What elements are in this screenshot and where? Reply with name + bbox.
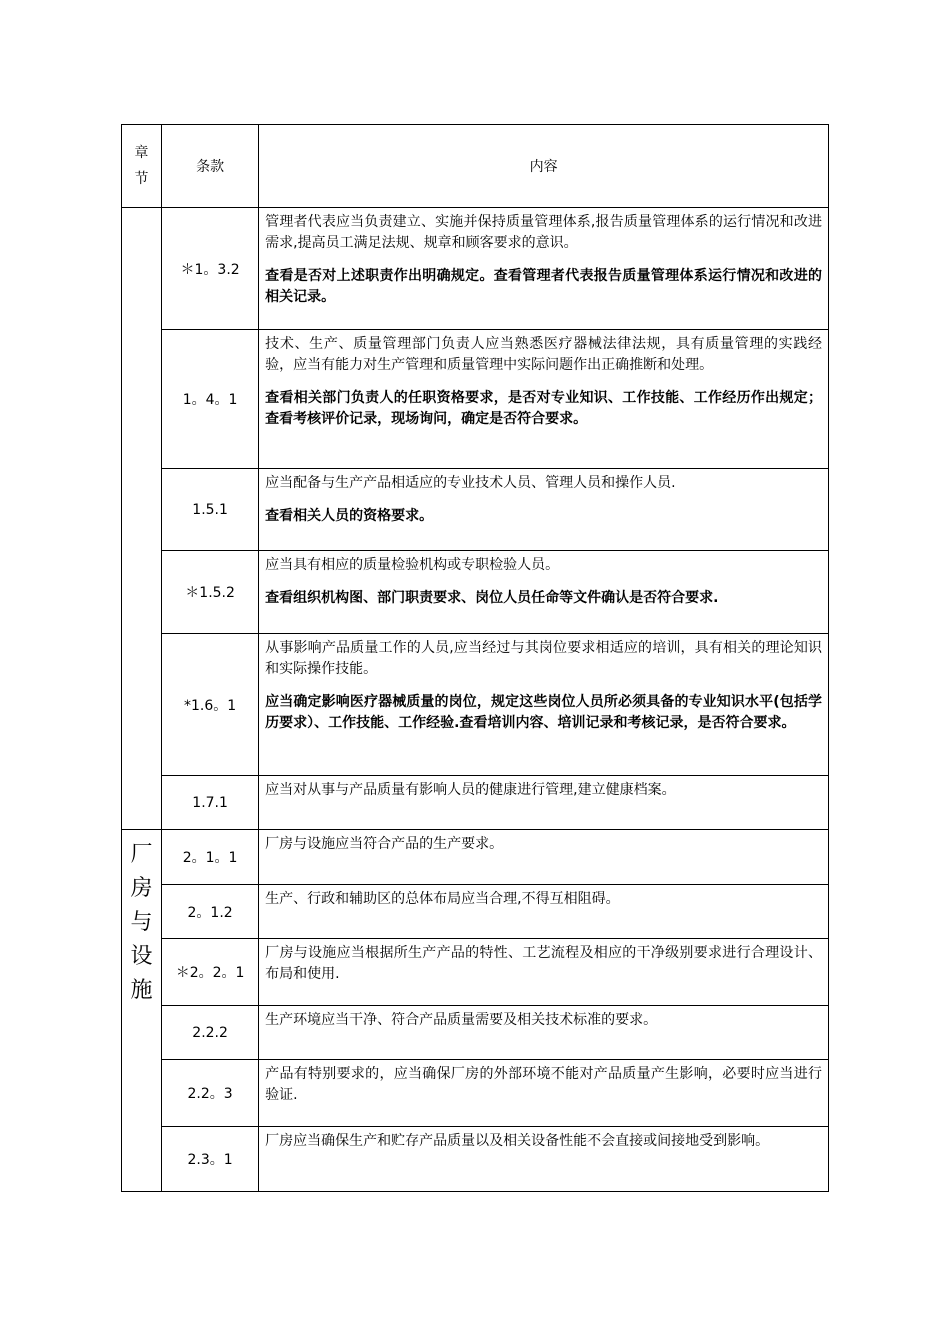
requirement-text: 应当具有相应的质量检验机构或专职检验人员。 (265, 557, 560, 573)
clause-table (121, 124, 829, 1192)
header-chapter-char: 节 (134, 171, 149, 187)
table-row (122, 776, 829, 830)
table-row (122, 885, 829, 939)
table-row (122, 208, 829, 330)
clause-number: 2。1。1 (162, 830, 259, 885)
header-chapter-char: 章 (134, 145, 149, 161)
requirement-text: 产品有特别要求的，应当确保厂房的外部环境不能对产品质量产生影响，必要时应当进行验证. (265, 1066, 822, 1103)
clause-number: 1.7.1 (162, 776, 259, 830)
chapter-title-char: 施 (130, 978, 153, 1003)
table-row (122, 1060, 829, 1127)
check-method-text: 查看组织机构图、部门职责要求、岗位人员任命等文件确认是否符合要求. (265, 590, 719, 606)
table-row (122, 1127, 829, 1192)
clause-content (259, 551, 829, 634)
chapter-cell-personnel (122, 208, 162, 830)
check-method-text: 查看相关人员的资格要求。 (265, 508, 434, 524)
clause-content (259, 776, 829, 830)
clause-content (259, 1127, 829, 1192)
header-clause: 条款 (162, 125, 259, 208)
clause-content (259, 885, 829, 939)
table-row (122, 1006, 829, 1060)
table-row (122, 551, 829, 634)
requirement-text: 管理者代表应当负责建立、实施并保持质量管理体系,报告质量管理体系的运行情况和改进需求,提高员工满足法规、规章和顾客要求的意识。 (265, 214, 822, 251)
clause-number: 1。4。1 (162, 330, 259, 469)
table-row (122, 634, 829, 776)
requirement-text: 生产、行政和辅助区的总体布局应当合理,不得互相阻碍。 (265, 891, 620, 907)
chapter-title-char: 房 (130, 876, 153, 901)
clause-number: 2.3。1 (162, 1127, 259, 1192)
clause-content (259, 634, 829, 776)
requirement-text: 厂房应当确保生产和贮存产品质量以及相关设备性能不会直接或间接地受到影响。 (265, 1133, 770, 1149)
header-content: 内容 (259, 125, 829, 208)
clause-number: 2。1.2 (162, 885, 259, 939)
clause-number: *1.6。1 (162, 634, 259, 776)
header-row (122, 125, 829, 208)
table-row (122, 469, 829, 551)
check-method-text: 查看是否对上述职责作出明确规定。查看管理者代表报告质量管理体系运行情况和改进的相关记录。 (265, 268, 822, 305)
clause-number: ＊1。3.2 (162, 208, 259, 330)
table-row (122, 330, 829, 469)
clause-content (259, 330, 829, 469)
requirement-text: 从事影响产品质量工作的人员,应当经过与其岗位要求相适应的培训，具有相关的理论知识和实际操作技能。 (265, 640, 822, 677)
chapter-title-char: 厂 (130, 842, 153, 867)
clause-content (259, 469, 829, 551)
clause-number: ＊2。2。1 (162, 939, 259, 1006)
clause-content (259, 1006, 829, 1060)
clause-content (259, 1060, 829, 1127)
clause-number: 1.5.1 (162, 469, 259, 551)
clause-content (259, 208, 829, 330)
clause-number: ＊1.5.2 (162, 551, 259, 634)
clause-number: 2.2.2 (162, 1006, 259, 1060)
check-method-text: 查看相关部门负责人的任职资格要求，是否对专业知识、工作技能、工作经历作出规定；查看考核评价记录，现场询问，确定是否符合要求。 (265, 390, 822, 427)
requirement-text: 厂房与设施应当符合产品的生产要求。 (265, 836, 504, 852)
clause-content (259, 939, 829, 1006)
requirement-text: 生产环境应当干净、符合产品质量需要及相关技术标准的要求。 (265, 1012, 658, 1028)
chapter-cell-facilities (122, 830, 162, 1192)
clause-content (259, 830, 829, 885)
table-row (122, 830, 829, 885)
check-method-text: 应当确定影响医疗器械质量的岗位，规定这些岗位人员所必须具备的专业知识水平(包括学历要求）、工作技能、工作经验.查看培训内容、培训记录和考核记录，是否符合要求。 (265, 694, 822, 731)
table-row (122, 939, 829, 1006)
chapter-title-char: 设 (130, 944, 153, 969)
clause-number: 2.2。3 (162, 1060, 259, 1127)
requirement-text: 厂房与设施应当根据所生产产品的特性、工艺流程及相应的干净级别要求进行合理设计、布局和使用. (265, 945, 822, 982)
requirement-text: 技术、生产、质量管理部门负责人应当熟悉医疗器械法律法规，具有质量管理的实践经验，应当有能力对生产管理和质量管理中实际问题作出正确推断和处理。 (265, 336, 822, 373)
chapter-title-char: 与 (130, 910, 153, 935)
header-chapter (122, 125, 162, 208)
requirement-text: 应当配备与生产产品相适应的专业技术人员、管理人员和操作人员. (265, 475, 676, 491)
requirement-text: 应当对从事与产品质量有影响人员的健康进行管理,建立健康档案。 (265, 782, 676, 798)
